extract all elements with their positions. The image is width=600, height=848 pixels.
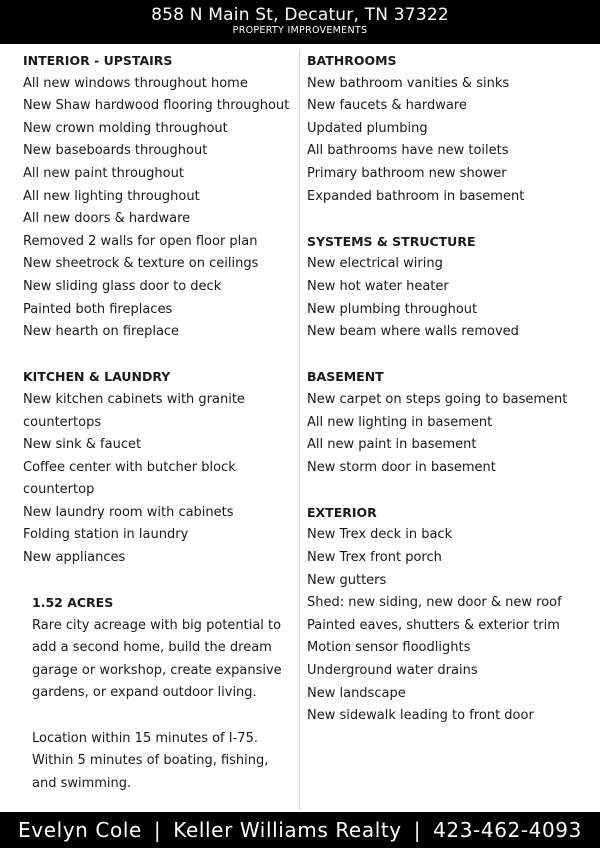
section-title-interior: INTERIOR - UPSTAIRS [23,53,173,68]
list-item: All new paint in basement [307,437,477,453]
list-item: Underground water drains [307,663,478,679]
list-item: All new doors & hardware [23,211,191,227]
agent-phone: 423-462-4093 [433,818,582,842]
list-item: New sink & faucet [23,437,142,453]
list-item: Painted both fireplaces [23,301,173,317]
column-divider [299,50,300,810]
list-item: Folding station in laundry [23,527,189,543]
list-item: All new lighting in basement [307,414,493,430]
document-subtitle: PROPERTY IMPROVEMENTS [232,25,368,36]
acres-title: 1.52 ACRES [32,595,114,610]
footer-bar [0,812,600,848]
section-exterior [307,502,592,728]
section-kitchen [23,366,291,569]
section-basement [307,366,592,479]
list-item: New Trex deck in back [307,527,453,543]
list-item: New crown molding throughout [23,120,228,136]
list-item: New carpet on steps going to basement [307,391,568,407]
list-item: New Trex front porch [307,550,442,566]
agent-name: Evelyn Cole [18,818,142,842]
list-item: New beam where walls removed [307,324,519,340]
list-item: New baseboards throughout [23,143,208,159]
exterior-list [307,524,592,727]
list-item: New landscape [307,685,406,701]
list-item: Updated plumbing [307,120,428,136]
basement-list [307,389,592,479]
interior-list [23,73,291,344]
list-item: All new paint throughout [23,165,184,181]
acres-description: Rare city acreage with big potential to add a second home, build the dream garage or workshop, create expansive gardens, or expand outdoor living. [32,617,282,701]
location-description: Location within 15 minutes of I-75. Within 5 minutes of boating, fishing, and swimming. [32,730,269,791]
list-item: Painted eaves, shutters & exterior trim [307,617,560,633]
section-bathrooms [307,50,592,208]
section-title-kitchen: KITCHEN & LAUNDRY [23,369,171,385]
list-item: Motion sensor floodlights [307,640,471,656]
acres-callout [32,592,282,818]
list-item: New gutters [307,572,387,588]
footer-separator: | [413,818,422,842]
section-systems [307,231,592,344]
right-column [307,50,592,750]
list-item: New hearth on fireplace [23,324,180,340]
list-item: New sliding glass door to deck [23,278,222,294]
list-item: Primary bathroom new shower [307,165,507,181]
footer-separator: | [153,818,162,842]
list-item: New laundry room with cabinets [23,504,234,520]
list-item: New electrical wiring [307,256,443,272]
kitchen-list [23,389,291,570]
list-item: Removed 2 walls for open floor plan [23,233,258,249]
section-title-bathrooms: BATHROOMS [307,53,397,68]
list-item: New storm door in basement [307,459,496,475]
section-title-basement: BASEMENT [307,369,384,385]
systems-list [307,253,592,343]
list-item: New appliances [23,550,126,566]
list-item: All bathrooms have new toilets [307,143,509,159]
property-address: 858 N Main St, Decatur, TN 37322 [151,5,449,25]
section-title-systems: SYSTEMS & STRUCTURE [307,233,476,249]
list-item: All new windows throughout home [23,75,248,91]
list-item: New plumbing throughout [307,301,478,317]
list-item: All new lighting throughout [23,188,200,204]
bathrooms-list [307,73,592,209]
list-item: New kitchen cabinets with granite countertops [23,391,245,430]
section-title-exterior: EXTERIOR [307,504,377,520]
list-item: New Shaw hardwood flooring throughout [23,98,290,114]
list-item: New sidewalk leading to front door [307,708,534,724]
left-column [23,50,291,592]
list-item: New hot water heater [307,278,449,294]
list-item: New faucets & hardware [307,98,467,114]
list-item: Coffee center with butcher block countertop [23,459,236,498]
list-item: New sheetrock & texture on ceilings [23,256,259,272]
list-item: Shed: new siding, new door & new roof [307,595,562,611]
brokerage-name: Keller Williams Realty [173,818,402,842]
header-bar [0,0,600,44]
section-interior [23,50,291,344]
list-item: Expanded bathroom in basement [307,188,525,204]
list-item: New bathroom vanities & sinks [307,75,510,91]
